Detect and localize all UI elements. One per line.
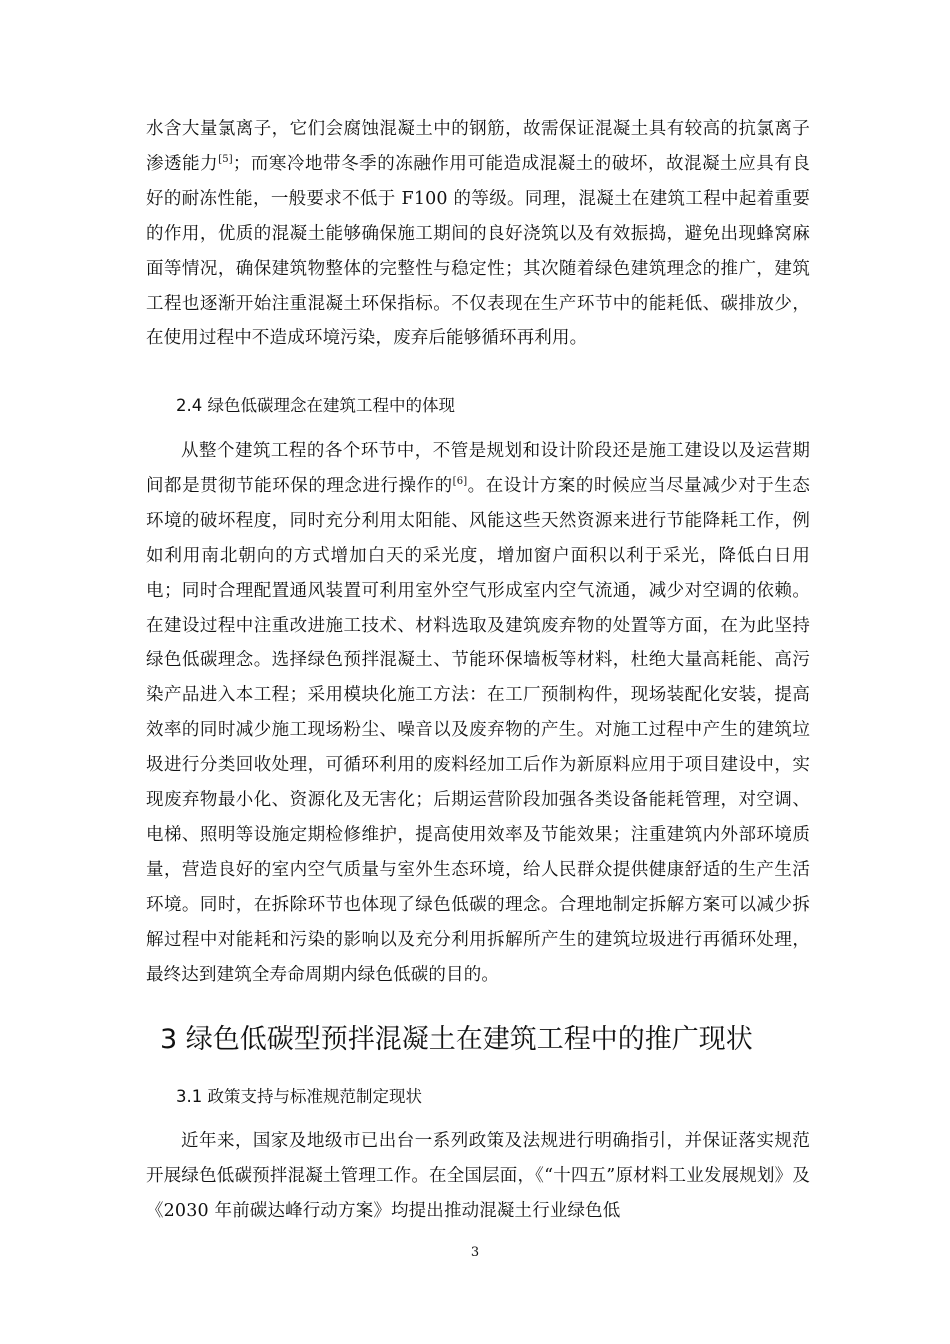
- paragraph-text: 从整个建筑工程的各个环节中，不管是规划和设计阶段还是施工建设以及运营期间都是贯彻节能环保的理念进行操作的: [146, 441, 810, 496]
- chapter-heading-3: 3 绿色低碳型预拌混凝土在建筑工程中的推广现状: [160, 1024, 753, 1055]
- body-paragraph-top: [146, 112, 810, 356]
- paragraph-text-continued: 。在设计方案的时候应当尽量减少对于生态环境的破坏程度，同时充分利用太阳能、风能这些天然资源来进行节能降耗工作，例如利用南北朝向的方式增加白天的采光度，增加窗户面积以利于采光，降低白日用电；同时合理配置通风装置可利用室外空气形成室内空气流通，减少对空调的依赖。在建设过程中注重改进施工技术、材料选取及建筑废弃物的处置等方面，在为此坚持绿色低碳理念。选择绿色预拌混凝土、节能环保墙板等材料，杜绝大量高耗能、高污染产品进入本工程；采用模块化施工方法：在工厂预制构件，现场装配化安装，提高效率的同时减少施工现场粉尘、噪音以及废弃物的产生。对施工过程中产生的建筑垃圾进行分类回收处理，可循环利用的废料经加工后作为新原料应用于项目建设中，实现废弃物最小化、资源化及无害化；后期运营阶段加强各类设备能耗管理，对空调、电梯、照明等设施定期检修维护，提高使用效率及节能效果；注重建筑内外部环境质量，营造良好的室内空气质量与室外生态环境，给人民群众提供健康舒适的生产生活环境。同时，在拆除环节也体现了绿色低碳的理念。合理地制定拆解方案可以减少拆解过程中对能耗和污染的影响以及充分利用拆解所产生的建筑垃圾进行再循环处理，最终达到建筑全寿命周期内绿色低碳的目的。: [146, 475, 810, 985]
- section-heading-2-4: 2.4 绿色低碳理念在建筑工程中的体现: [176, 396, 455, 415]
- body-paragraph-2-4: [146, 434, 810, 993]
- body-paragraph-3-1: 近年来，国家及地级市已出台一系列政策及法规进行明确指引，并保证落实规范开展绿色低碳预拌混凝土管理工作。在全国层面，《“十四五”原材料工业发展规划》及《2030 年前碳达峰行动方案》均提出推动混凝土行业绿色低: [146, 1131, 810, 1221]
- citation-marker: [6]: [452, 475, 468, 487]
- page-number: 3: [470, 1245, 480, 1260]
- paragraph-text: 水含大量氯离子，它们会腐蚀混凝土中的钢筋，故需保证混凝土具有较高的抗氯离子渗透能力: [146, 119, 810, 174]
- citation-marker: [5]: [218, 153, 233, 165]
- section-heading-3-1: 3.1 政策支持与标准规范制定现状: [176, 1087, 422, 1106]
- paragraph-text-continued: ；而寒冷地带冬季的冻融作用可能造成混凝土的破坏，故混凝土应具有良好的耐冻性能，一般要求不低于 F100 的等级。同理，混凝土在建筑工程中起着重要的作用，优质的混凝土能够确保施工期间的良好浇筑以及有效振捣，避免出现蜂窝麻面等情况，确保建筑物整体的完整性与稳定性；其次随着绿色建筑理念的推广，建筑工程也逐渐开始注重混凝土环保指标。不仅表现在生产环节中的能耗低、碳排放少，在使用过程中不造成环境污染，废弃后能够循环再利用。: [146, 153, 810, 349]
